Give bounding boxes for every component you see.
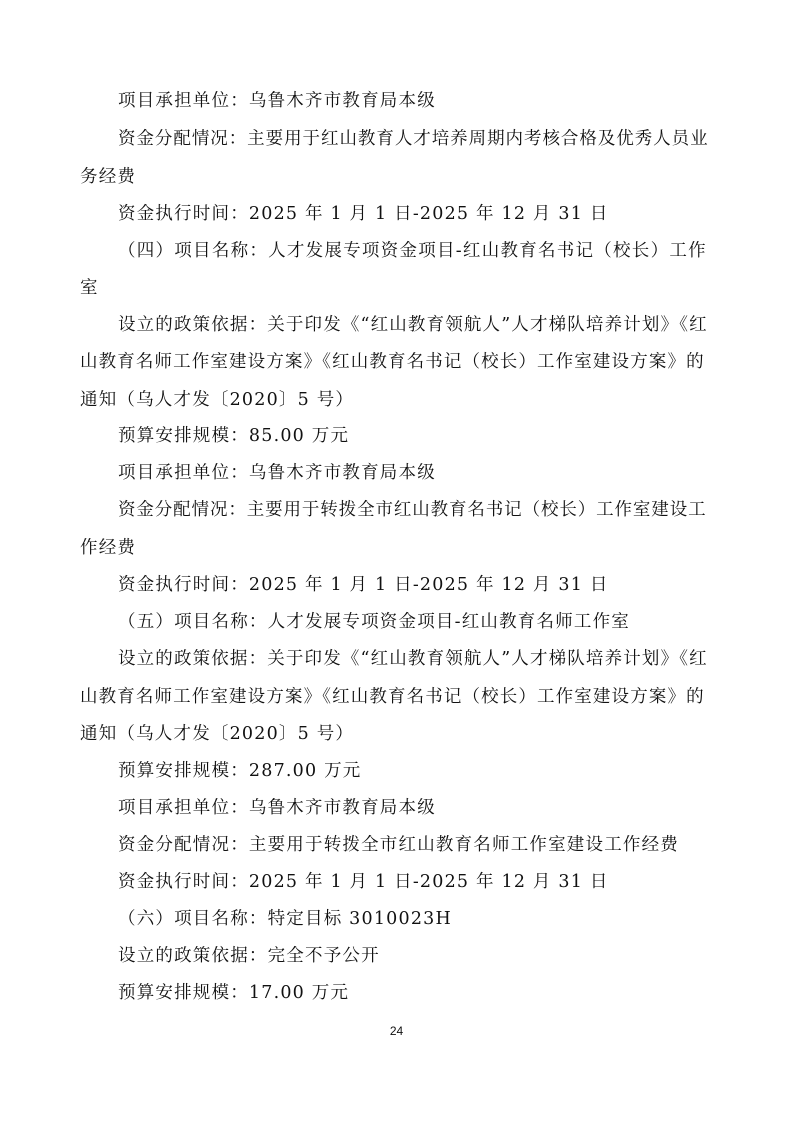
paragraph-line: 项目承担单位：乌鲁木齐市教育局本级 xyxy=(118,798,436,818)
paragraph-line: 通知（乌人才发〔2020〕5 号） xyxy=(80,724,355,744)
paragraph-line: 项目承担单位：乌鲁木齐市教育局本级 xyxy=(118,91,436,111)
paragraph-line: 务经费 xyxy=(80,167,137,187)
paragraph-line: 预算安排规模：85.00 万元 xyxy=(118,426,350,446)
paragraph-line: 作经费 xyxy=(80,538,137,558)
paragraph-line: 预算安排规模：287.00 万元 xyxy=(118,761,362,781)
paragraph-line: 设立的政策依据：完全不予公开 xyxy=(118,946,380,966)
section-heading: （五）项目名称：人才发展专项资金项目-红山教育名师工作室 xyxy=(118,612,631,632)
paragraph-line: 资金分配情况：主要用于转拨全市红山教育名书记（校长）工作室建设工 xyxy=(118,500,706,520)
paragraph-line: 通知（乌人才发〔2020〕5 号） xyxy=(80,390,355,410)
paragraph-line: 项目承担单位：乌鲁木齐市教育局本级 xyxy=(118,463,436,483)
paragraph-line: 室 xyxy=(80,278,99,298)
paragraph-line: 设立的政策依据：关于印发《“红山教育领航人”人才梯队培养计划》《红 xyxy=(118,649,707,669)
paragraph-line: 设立的政策依据：关于印发《“红山教育领航人”人才梯队培养计划》《红 xyxy=(118,315,707,335)
paragraph-line: 资金分配情况：主要用于红山教育人才培养周期内考核合格及优秀人员业 xyxy=(118,129,708,149)
paragraph-line: 预算安排规模：17.00 万元 xyxy=(118,983,350,1003)
paragraph-line: 资金执行时间：2025 年 1 月 1 日-2025 年 12 月 31 日 xyxy=(118,872,609,892)
page-number: 24 xyxy=(389,1024,404,1038)
paragraph-line: 资金执行时间：2025 年 1 月 1 日-2025 年 12 月 31 日 xyxy=(118,575,609,595)
paragraph-line: 山教育名师工作室建设方案》《红山教育名书记（校长）工作室建设方案》的 xyxy=(80,352,704,372)
paragraph-line: 资金执行时间：2025 年 1 月 1 日-2025 年 12 月 31 日 xyxy=(118,204,609,224)
paragraph-line: 资金分配情况：主要用于转拨全市红山教育名师工作室建设工作经费 xyxy=(118,835,679,855)
paragraph-line: 山教育名师工作室建设方案》《红山教育名书记（校长）工作室建设方案》的 xyxy=(80,687,704,707)
section-heading: （六）项目名称：特定目标 3010023H xyxy=(118,909,452,929)
section-heading: （四）项目名称：人才发展专项资金项目-红山教育名书记（校长）工作 xyxy=(118,241,706,261)
